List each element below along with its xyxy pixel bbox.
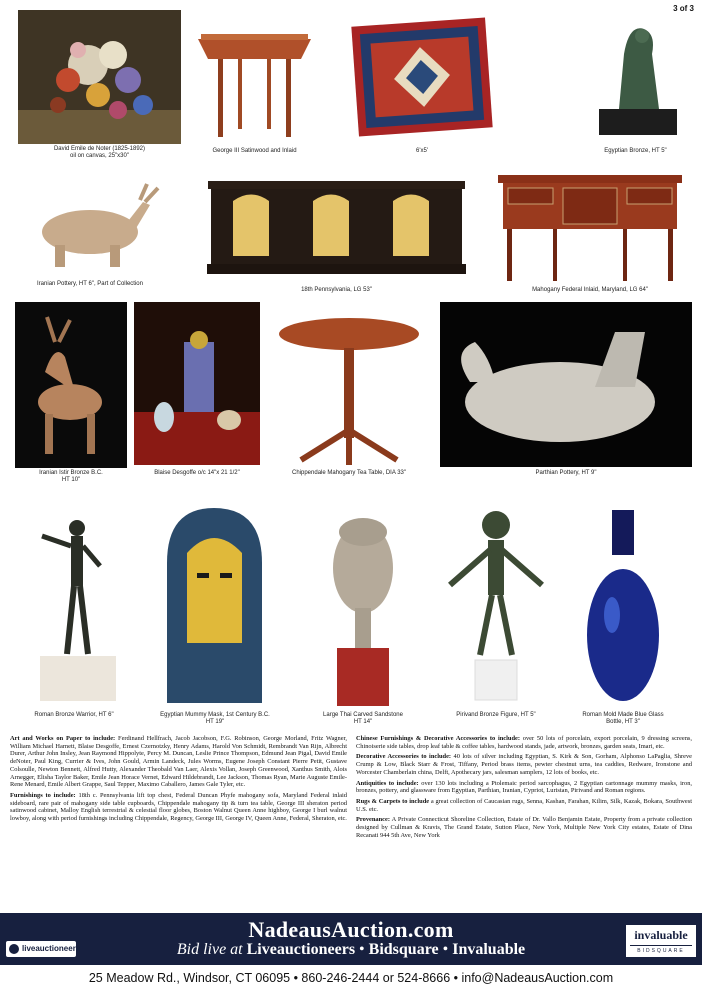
text-column-right xyxy=(356,735,692,842)
caption-line: HT 10" xyxy=(61,477,81,483)
caption-egyptian-bronze: Egyptian Bronze, HT 5" xyxy=(604,148,667,154)
tea-table-photo xyxy=(271,310,427,468)
pirivand-figure-photo xyxy=(440,500,552,706)
mummy-mask-photo xyxy=(152,503,277,707)
furnishings-heading: Furnishings to include: xyxy=(10,791,76,799)
rugs-paragraph xyxy=(356,798,692,813)
liveauctioneers-logo[interactable] xyxy=(6,941,81,957)
antiquities-paragraph xyxy=(356,780,692,795)
furnishings-body: 18th c. Pennsylvania lift top chest, Federal Duncan Phyfe mahogany sofa, Maryland Federal inlaid sideboard, rare pair of mahogany side table cupboards, Chippendale mahogany tip & turn tea table, George III sheraton period satinwood cabinet, Malloy English terrestrial & celestial floor globes, Boston Walnut Queen Anne highboy, George I burl walnut lowboy, along with period furnishings including Chippendale, Regency, George III, George IV, Queen Anne, Federal, Sheraton, etc. xyxy=(10,791,347,823)
antiquities-body: over 130 lots including a Ptolemaic period sarcophagus, 2 Egyptian cartonnage mummy masks, iron, bronzes, pottery, and glassware from Egyptian, Parthian, Iranian, Cypriot, Luristan, Pirivand and Roman regions. xyxy=(356,779,692,795)
invaluable-bidsquare-logo[interactable] xyxy=(626,925,696,957)
chinese-paragraph xyxy=(356,735,692,750)
caption-roman-warrior: Roman Bronze Warrior, HT 6" xyxy=(34,712,114,718)
separator-bullet: • xyxy=(359,941,365,958)
parthian-pottery-photo xyxy=(440,302,692,467)
caption-line: David Emile de Noter (1825-1892) xyxy=(53,146,146,152)
pembroke-table-photo xyxy=(193,14,316,144)
antiquities-heading: Antiquities to include: xyxy=(356,779,419,787)
istir-bronze-photo xyxy=(15,302,127,468)
bid-live-banner xyxy=(0,913,702,965)
platform-bidsquare[interactable]: Bidsquare xyxy=(368,941,439,958)
platform-invaluable[interactable]: Invaluable xyxy=(452,941,526,958)
provenance-paragraph xyxy=(356,816,692,839)
caption-mummy-mask xyxy=(140,712,290,726)
art-body: Ferdinand Hellfrach, Jacob Jacobson, F.G. Robinson, George Morland, Fritz Wagner, William Michael Harnett, Blaise Desgoffe, Ernest Czernotzky, Henry Adams, Harold Von Schmidt, Rembrandt Van Rijn, Albrecht Durer, Arthur John Insley, Jean Raymond Hippolyte, Percy M. Duncan, Leslie Prince Thompson, Edmund Jean Pigal, David Emile deNoter, Paul King, Currier & Ives, John Gould, Armin Landeck, Jules Worms, Eugene Joseph Constant Pierre Petit, Gustave Colsoulle, Newton Bennett, Alfred Hutty, Alexander Theobald Van Laer, Alexis Vollan, Joseph Greenwood, Xanthus Smith, Alois Arnegger, Elisha Taylor Baker, Emile Jean Horace Vernet, Edward Hildebrandt, Lee Jackson, Thomas Ryan, Marie Auguste Emile-Rene Menard, Emile Albert Grappe, Saul Tepper, Maximo Caballero, James Gale Tyler, etc. xyxy=(10,735,347,789)
furnishings-paragraph xyxy=(10,792,347,823)
caption-line: Iranian Istir Bronze B.C. xyxy=(39,470,103,476)
pennsylvania-chest-photo xyxy=(203,176,470,284)
rug-photo xyxy=(345,12,499,142)
decorative-paragraph xyxy=(356,753,692,776)
bidsquare-logo-text: BIDSQUARE xyxy=(630,945,692,954)
separator-bullet: • xyxy=(442,941,449,958)
caption-line: HT 14" xyxy=(353,719,373,725)
caption-line: HT 19" xyxy=(205,719,225,725)
text-column-left xyxy=(10,735,347,826)
caption-line: Bottle, HT 3" xyxy=(606,719,640,725)
caption-pirivand: Pirivand Bronze Figure, HT 5" xyxy=(456,712,536,718)
caption-thai xyxy=(305,712,421,726)
caption-line: Roman Mold Made Blue Glass xyxy=(582,712,664,718)
chinese-heading: Chinese Furnishings & Decorative Accessories to include: xyxy=(356,735,520,742)
invaluable-logo-text: invaluable xyxy=(634,928,688,942)
platform-liveauctioneers[interactable]: Liveauctioneers xyxy=(246,941,356,958)
caption-tea-table: Chippendale Mahogany Tea Table, DIA 33" xyxy=(292,470,406,476)
caption-line: Large Thai Carved Sandstone xyxy=(323,712,403,718)
iranian-pottery-photo xyxy=(15,170,165,278)
caption-roman-glass xyxy=(570,712,676,726)
provenance-body: A Private Connecticut Shoreline Collection, Estate of Dr. Vallo Benjamin Estate, Property from a private collection designed by Cullman & Kravis, The Grand Estate, Sutton Place, New York, Multiple New York City estates, Estate of Dina Recanati 944 5th Ave, New York xyxy=(356,816,692,839)
caption-pennsylvania-chest: 18th Pennsylvania, LG 53" xyxy=(301,287,372,293)
caption-line: oil on canvas, 25"x30" xyxy=(70,153,129,159)
website-title[interactable]: NadeausAuction.com xyxy=(248,917,454,942)
rugs-body: a great collection of Caucasian rugs, Senna, Kashan, Farahan, Kilim, Silk, Kazak, Bokara, Southwest U.S. etc. xyxy=(356,797,692,813)
caption-sideboard: Mahogany Federal Inlaid, Maryland, LG 64" xyxy=(532,287,648,293)
liveauctioneers-logo-icon xyxy=(9,944,19,954)
provenance-heading: Provenance: xyxy=(356,816,390,824)
caption-painting xyxy=(18,146,181,160)
contact-footer: 25 Meadow Rd., Windsor, CT 06095 • 860-246-2444 or 524-8666 • info@NadeausAuction.com xyxy=(88,971,614,985)
desgoffe-painting-photo xyxy=(134,302,260,465)
sideboard-photo xyxy=(493,170,687,284)
caption-iranian-pottery: Iranian Pottery, HT 6", Part of Collection xyxy=(37,281,143,287)
art-paragraph xyxy=(10,735,347,789)
caption-desgoffe: Blaise Desgoffe o/c 14"x 21 1/2" xyxy=(154,470,240,476)
caption-rug: 6'x5' xyxy=(416,148,428,154)
painting-photo xyxy=(18,10,181,144)
thai-sandstone-photo xyxy=(317,508,409,708)
caption-parthian: Parthian Pottery, HT 9" xyxy=(535,470,597,476)
page-number: 3 of 3 xyxy=(673,4,694,13)
caption-line: Egyptian Mummy Mask, 1st Century B.C. xyxy=(160,712,270,718)
decorative-body: 40 lots of silver including Egyptian, S. Kirk & Son, Gorham, Alphonso LaPaglia, Shreve Crump & Low, Black Starr & Frost, Tiffany, Period brass items, pewter chestnut urns, tea caddies, Redware, Ironstone and Worcester Chamberlain china, Delft, Apothecary jars, salesman samplers, 12 lots of books, etc. xyxy=(356,753,692,776)
rugs-heading: Rugs & Carpets to include xyxy=(356,797,430,805)
roman-warrior-photo xyxy=(22,506,132,706)
decorative-heading: Decorative Accessories to include: xyxy=(356,753,452,761)
egyptian-bronze-photo xyxy=(584,14,687,142)
roman-glass-photo xyxy=(582,505,664,705)
bid-platforms-line xyxy=(0,941,702,959)
liveauctioneers-logo-text: liveauctioneers xyxy=(22,944,81,953)
caption-istir xyxy=(15,470,127,484)
chinese-body: over 50 lots of porcelain, export porcelain, 9 dressing screens, Chinoiserie side tables, drop leaf table & coffee tables, hardwood stands, jade, artwork, bronzes, garden seats, Imari, etc. xyxy=(356,735,692,750)
art-heading: Art and Works on Paper to include: xyxy=(10,735,116,742)
bid-live-label: Bid live at xyxy=(176,941,243,958)
caption-pembroke: George III Satinwood and Inlaid xyxy=(212,148,297,154)
